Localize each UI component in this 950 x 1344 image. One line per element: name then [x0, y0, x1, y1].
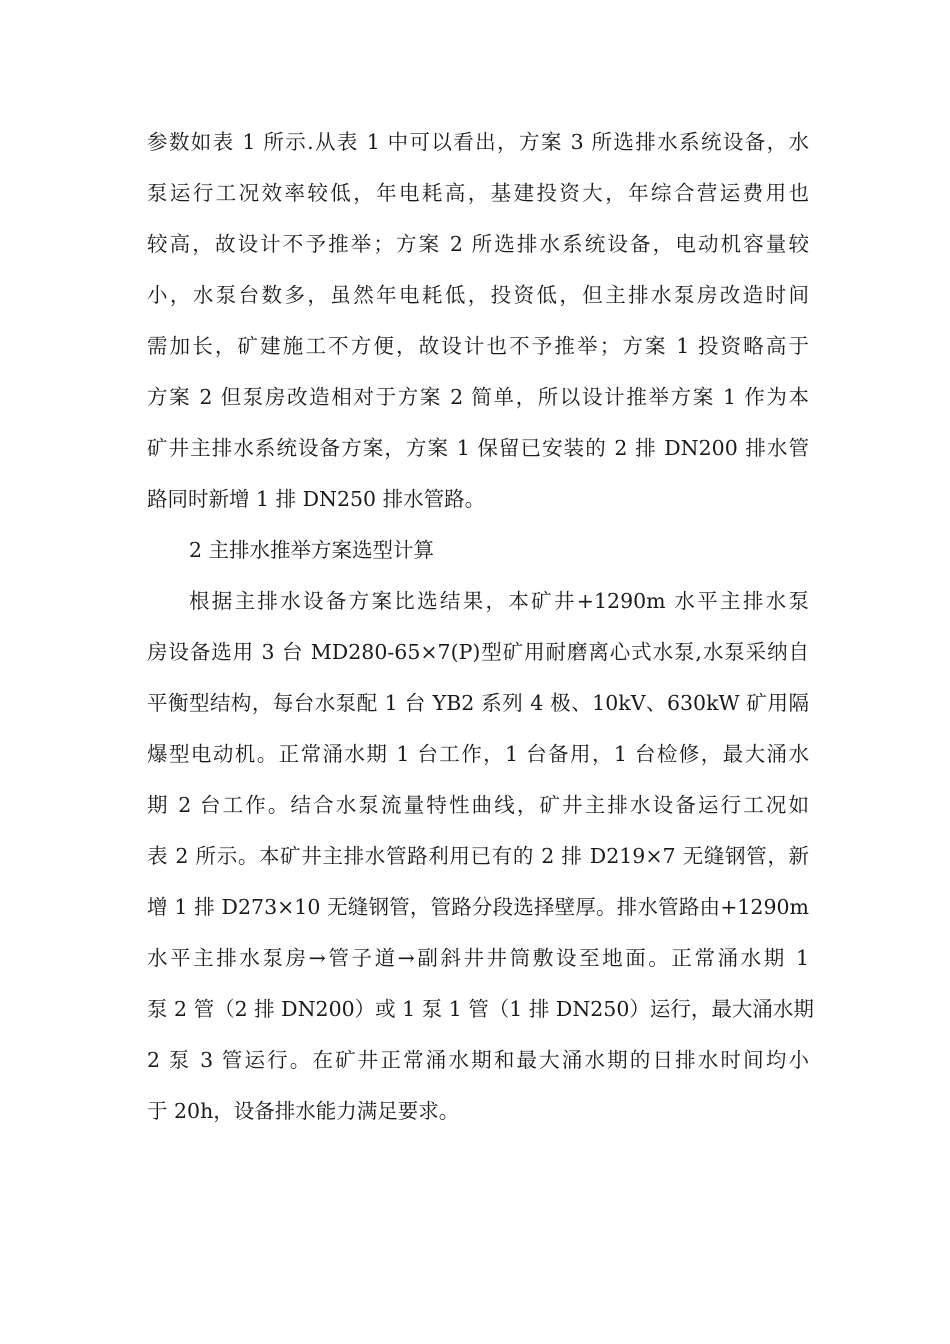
text-line: 期 2 台工作。结合水泵流量特性曲线，矿井主排水设备运行工况如 [147, 793, 809, 817]
text-line: 需加长，矿建施工不方便，故设计也不予推举；方案 1 投资略高于 [147, 334, 809, 358]
text-line: 水平主排水泵房→管子道→副斜井井筒敷设至地面。正常涌水期 1 [147, 946, 809, 970]
text-line: 根据主排水设备方案比选结果，本矿井+1290m 水平主排水泵 [189, 589, 809, 613]
text-line: 矿井主排水系统设备方案，方案 1 保留已安装的 2 排 DN200 排水管 [147, 436, 809, 460]
text-line: 表 2 所示。本矿井主排水管路利用已有的 2 排 D219×7 无缝钢管，新 [147, 844, 809, 868]
text-line: 参数如表 1 所示.从表 1 中可以看出，方案 3 所选排水系统设备，水 [147, 130, 809, 154]
text-line: 于 20h，设备排水能力满足要求。 [147, 1099, 460, 1123]
text-line: 平衡型结构，每台水泵配 1 台 YB2 系列 4 极、10kV、630kW 矿用隔 [147, 691, 809, 715]
text-line: 爆型电动机。正常涌水期 1 台工作，1 台备用，1 台检修，最大涌水 [147, 742, 809, 766]
text-line: 方案 2 但泵房改造相对于方案 2 简单，所以设计推举方案 1 作为本 [147, 385, 809, 409]
text-line: 增 1 排 D273×10 无缝钢管，管路分段选择壁厚。排水管路由+1290m [147, 895, 809, 919]
text-line: 路同时新增 1 排 DN250 排水管路。 [147, 487, 486, 511]
text-line: 房设备选用 3 台 MD280-65×7(P)型矿用耐磨离心式水泵,水泵采纳自 [147, 640, 809, 664]
text-line: 小，水泵台数多，虽然年电耗低，投资低，但主排水泵房改造时间 [147, 283, 809, 307]
text-line: 2 泵 3 管运行。在矿井正常涌水期和最大涌水期的日排水时间均小 [147, 1048, 809, 1072]
document-body [147, 117, 814, 1137]
section-heading-text: 2 主排水推举方案选型计算 [189, 538, 435, 562]
text-line: 较高，故设计不予推举；方案 2 所选排水系统设备，电动机容量较 [147, 232, 809, 256]
section-heading [147, 525, 809, 576]
paragraph-scheme-comparison [147, 117, 809, 525]
text-line: 泵 2 管（2 排 DN200）或 1 泵 1 管（1 排 DN250）运行，最大涌水期 [147, 997, 814, 1021]
text-line: 泵运行工况效率较低，年电耗高，基建投资大，年综合营运费用也 [147, 181, 809, 205]
paragraph-selection-calculation [147, 576, 814, 1137]
